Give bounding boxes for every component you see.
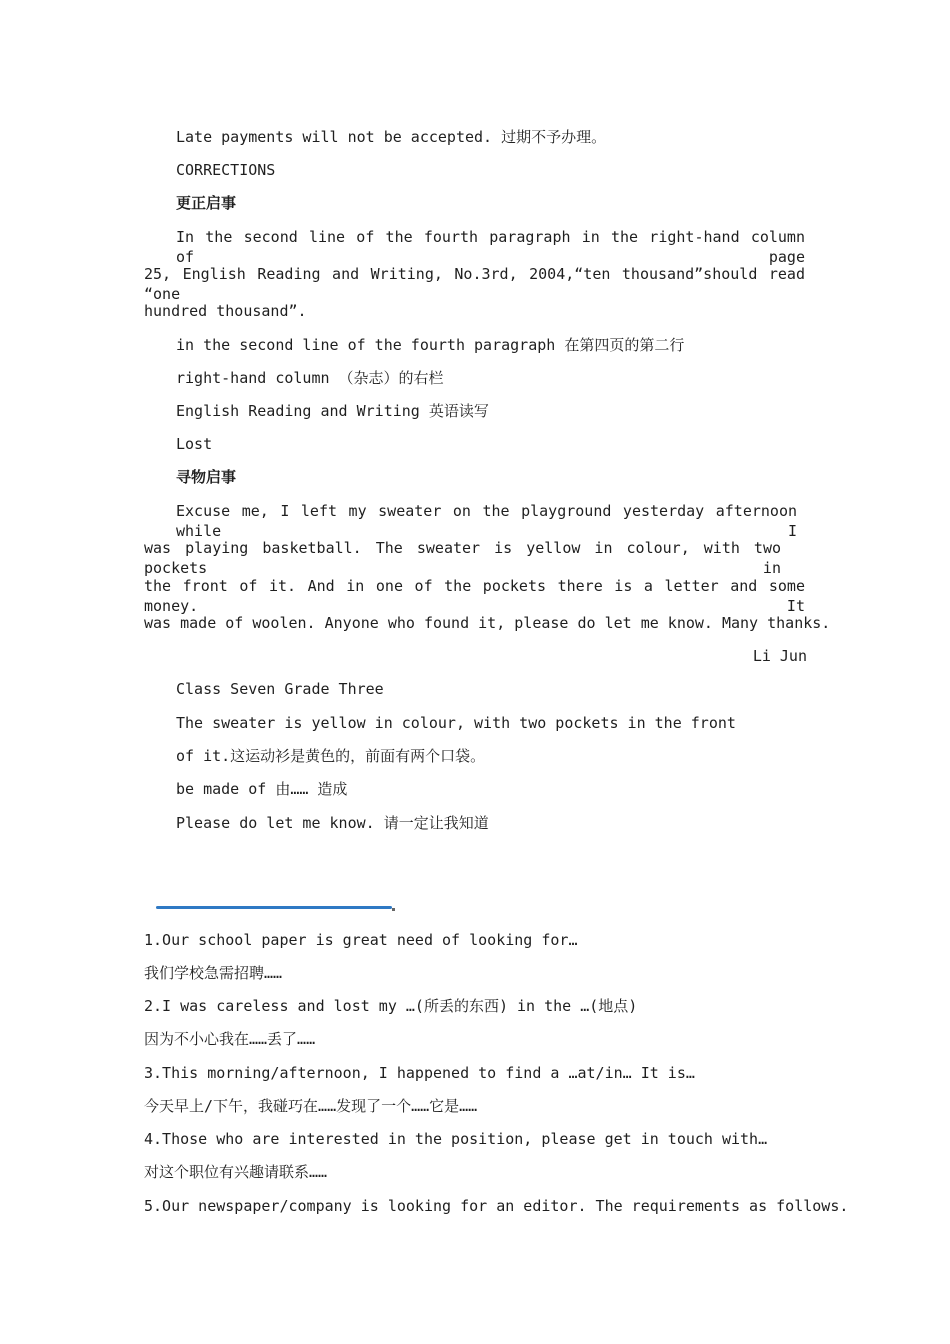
lost-chinese-heading: 寻物启事 <box>176 468 237 486</box>
signature-name: Li Jun <box>752 647 807 665</box>
vocab-line-3: English Reading and Writing 英语读写 <box>176 402 489 420</box>
signature-class: Class Seven Grade Three <box>176 680 384 698</box>
lost-paragraph-line-3: the front of it. And in one of the pockets there is a letter and some money. It <box>144 577 805 615</box>
lost-paragraph-line-2: was playing basketball. The sweater is yellow in colour, with two pockets in <box>144 539 781 577</box>
vocab-line-2: right-hand column （杂志）的右栏 <box>176 369 444 387</box>
sentence-3-en: 3.This morning/afternoon, I happened to find a …at/in… It is… <box>144 1064 695 1082</box>
note-line-4: Please do let me know. 请一定让我知道 <box>176 814 489 832</box>
sentence-1-zh: 我们学校急需招聘…… <box>144 964 283 982</box>
corrections-paragraph-line-2: 25, English Reading and Writing, No.3rd, 2004,“ten thousand”should read “one <box>144 265 805 303</box>
note-line-3: be made of 由…… 造成 <box>176 780 348 798</box>
lost-paragraph-line-1: Excuse me, I left my sweater on the playground yesterday afternoon while I <box>176 502 797 540</box>
sentence-1-en: 1.Our school paper is great need of looking for… <box>144 931 578 949</box>
corrections-paragraph-line-3: hundred thousand”. <box>144 302 307 320</box>
sentence-3-zh: 今天早上/下午，我碰巧在……发现了一个……它是…… <box>144 1097 478 1115</box>
key-sentences-banner <box>154 842 394 916</box>
note-line-2: of it.这运动衫是黄色的，前面有两个口袋。 <box>176 747 486 765</box>
note-line-1: The sweater is yellow in colour, with two pockets in the front <box>176 714 736 732</box>
sentence-4-zh: 对这个职位有兴趣请联系…… <box>144 1163 328 1181</box>
sentence-2-en: 2.I was careless and lost my …(所丢的东西) in the …(地点) <box>144 997 638 1015</box>
banner-mark <box>392 908 395 911</box>
banner-underline <box>156 906 392 909</box>
corrections-paragraph-line-1: In the second line of the fourth paragraph in the right-hand column of page <box>176 228 805 266</box>
late-payments-line: Late payments will not be accepted. 过期不予办理。 <box>176 128 607 146</box>
sentence-2-zh: 因为不小心我在……丢了…… <box>144 1030 316 1048</box>
lost-heading: Lost <box>176 435 213 453</box>
sentence-5-en: 5.Our newspaper/company is looking for an editor. The requirements as follows. <box>144 1197 849 1215</box>
lost-paragraph-line-4: was made of woolen. Anyone who found it, please do let me know. Many thanks. <box>144 614 831 632</box>
sentence-4-en: 4.Those who are interested in the position, please get in touch with… <box>144 1130 768 1148</box>
corrections-chinese-heading: 更正启事 <box>176 194 237 212</box>
corrections-heading: CORRECTIONS <box>176 161 276 179</box>
vocab-line-1: in the second line of the fourth paragraph 在第四页的第二行 <box>176 336 685 354</box>
